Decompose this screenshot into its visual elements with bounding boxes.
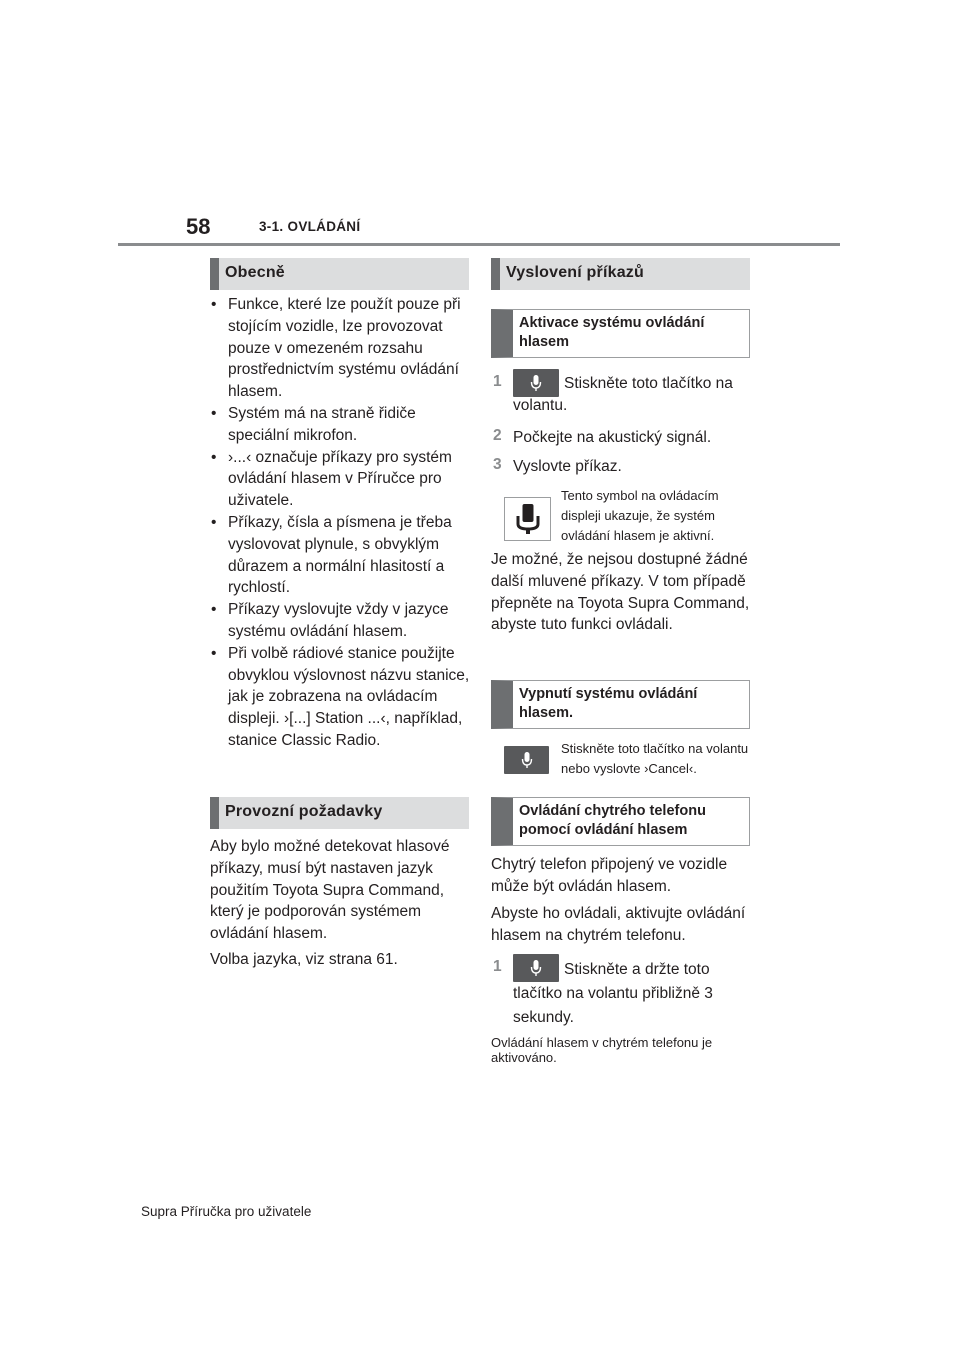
- subheading-deactivate: Vypnutí systému ovládání hlasem.: [491, 680, 750, 729]
- smartphone-note: Ovládání hlasem v chytrém telefonu je aktivováno.: [491, 1035, 713, 1065]
- step-number: 3: [493, 456, 502, 473]
- deactivate-note: Stiskněte toto tlačítko na volantu nebo vyslovte ›Cancel‹.: [561, 741, 749, 776]
- list-item: • Při volbě rádiové stanice použijte obvyklou výslovnost názvu stanice, jak je zobrazena na ovládacím displeji. ›[...] Station ...‹, například, stanice Classic Radio.: [211, 643, 473, 752]
- language-reference: Volba jazyka, viz strana 61.: [210, 951, 398, 968]
- list-item: • Příkazy, čísla a písmena je třeba vyslovovat plynule, s obvyklým důrazem a normální hlasitostí a rychlostí.: [211, 512, 473, 599]
- footer-text: Supra Příručka pro uživatele: [141, 1204, 312, 1219]
- chapter-title: 3-1. OVLÁDÁNÍ: [259, 219, 361, 234]
- header-divider: [118, 243, 840, 246]
- microphone-symbol-icon: [504, 497, 551, 541]
- symbol-note: Tento symbol na ovládacím displeji ukazuje, že systém ovládání hlasem je aktivní.: [561, 488, 719, 543]
- list-item: • ›...‹ označuje příkazy pro systém ovládání hlasem v Příručce pro uživatele.: [211, 447, 473, 512]
- requirements-paragraph: Aby bylo možné detekovat hlasové příkazy, musí být nastaven jazyk použitím Toyota Supra Command, který je podporován systémem ovládání hlasem.: [210, 838, 450, 943]
- subheading-smartphone: Ovládání chytrého telefonu pomocí ovládání hlasem: [491, 797, 750, 846]
- smartphone-paragraph: Chytrý telefon připojený ve vozidle může být ovládán hlasem.: [491, 856, 728, 895]
- list-item: • Systém má na straně řidiče speciální mikrofon.: [211, 403, 473, 447]
- step-number: 2: [493, 427, 502, 444]
- smartphone-activation-paragraph: Abyste ho ovládali, aktivujte ovládání hlasem na chytrém telefonu.: [491, 905, 746, 944]
- section-heading-general: Obecně: [210, 258, 469, 290]
- microphone-icon: [521, 751, 533, 769]
- step-text: Stiskněte a držte toto tlačítko na volantu přibližně 3 sekundy.: [513, 961, 713, 1026]
- list-item: • Příkazy vyslovujte vždy v jazyce systému ovládání hlasem.: [211, 599, 473, 643]
- voice-button-icon: [504, 746, 549, 774]
- general-bullet-list: [211, 294, 473, 752]
- step-text: Vyslovte příkaz.: [513, 458, 622, 475]
- list-item: • Funkce, které lze použít pouze při stojícím vozidle, lze provozovat pouze v omezeném rozsahu prostřednictvím systému ovládání hlasem.: [211, 294, 473, 403]
- step-text: Stiskněte toto tlačítko na volantu.: [513, 375, 733, 414]
- step-number: 1: [493, 958, 502, 975]
- section-heading-speak-commands: Vyslovení příkazů: [491, 258, 750, 290]
- more-commands-paragraph: Je možné, že nejsou dostupné žádné další mluvené příkazy. V tom případě přepněte na Toyota Supra Command, abyste tuto funkci ovládali.: [491, 551, 750, 634]
- subheading-activate: Aktivace systému ovládání hlasem: [491, 309, 750, 358]
- section-heading-requirements: Provozní požadavky: [210, 797, 469, 829]
- page-number: 58: [186, 214, 211, 239]
- step-number: 1: [493, 373, 502, 390]
- step-text: Počkejte na akustický signál.: [513, 429, 712, 446]
